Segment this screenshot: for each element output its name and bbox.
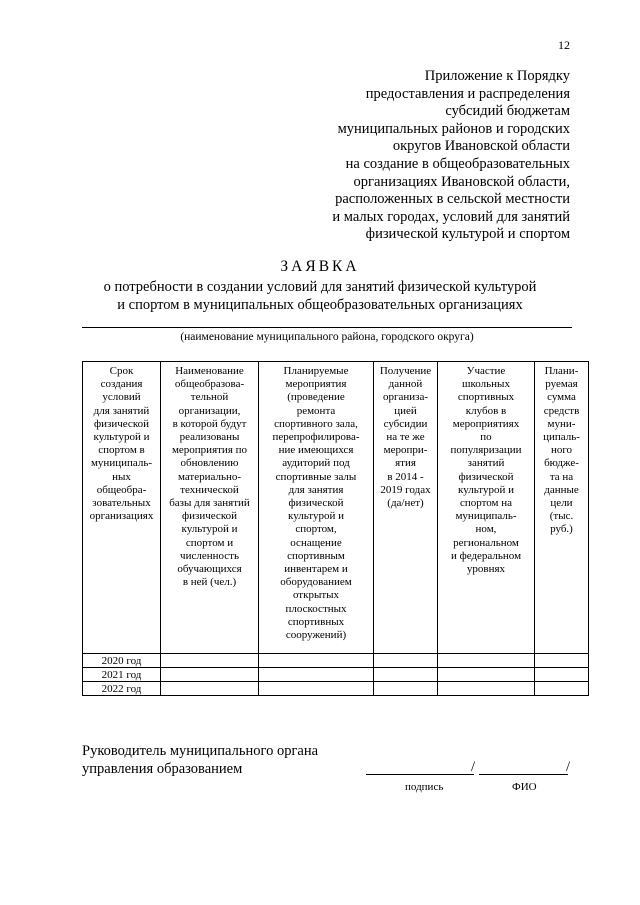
header-line: спортивных	[457, 391, 515, 404]
header-line: технической	[180, 483, 239, 496]
request-table	[82, 361, 589, 696]
header-line: средств	[543, 404, 580, 417]
header-line: Плани-	[544, 365, 579, 377]
header-line: бюдже-	[544, 457, 579, 470]
table-cell	[374, 668, 438, 682]
header-line: организа-	[382, 391, 429, 404]
header-line: организациях	[89, 510, 154, 523]
header-line: базы для занятий	[169, 497, 250, 510]
separator-slash: /	[566, 759, 571, 775]
header-line: региональном	[453, 536, 519, 549]
header-line: ятия	[395, 457, 416, 470]
header-line: обновлению	[180, 457, 239, 470]
header-line: занятий	[467, 457, 505, 470]
header-line: организации,	[178, 404, 241, 417]
header-line: ние имеющихся	[278, 444, 354, 457]
header-line: меропри-	[383, 444, 428, 457]
table-cell	[438, 654, 535, 668]
appendix-line: организациях Ивановской области,	[353, 173, 570, 190]
header-line: спортивные залы	[275, 470, 357, 483]
appendix-line: и малых городах, условий для занятий	[332, 208, 570, 225]
table-cell	[259, 682, 374, 696]
header-line: сумма	[547, 391, 576, 404]
header-line: (тыс.	[549, 510, 574, 523]
header-line: ных	[112, 470, 131, 483]
table-cell	[535, 654, 589, 668]
header-line: на те же	[386, 431, 425, 444]
appendix-line: субсидий бюджетам	[445, 103, 570, 120]
header-line: спортом на	[459, 497, 513, 510]
table-cell	[438, 682, 535, 696]
head-line: Руководитель муниципального органа	[82, 743, 319, 759]
table-cell	[438, 668, 535, 682]
page-number: 12	[558, 38, 570, 52]
header-previous-subsidy	[374, 362, 438, 654]
head-signature-label	[82, 742, 318, 778]
header-line: спортом и	[185, 536, 234, 549]
header-line: Участие	[466, 365, 506, 377]
header-line: ремонта	[296, 404, 336, 417]
table-cell	[259, 668, 374, 682]
header-line: в 2014 -	[387, 470, 424, 483]
table-row	[83, 668, 589, 682]
year-cell: 2022 год	[83, 682, 161, 696]
appendix-line: физической культурой и спортом	[365, 226, 570, 243]
table-cell	[161, 668, 259, 682]
fio-line	[479, 774, 568, 775]
header-deadline	[83, 362, 161, 654]
table-cell	[535, 668, 589, 682]
header-organization	[161, 362, 259, 654]
table-cell	[259, 654, 374, 668]
header-planned-amount	[535, 362, 589, 654]
header-line: (проведение	[287, 391, 345, 404]
header-line: (да/нет)	[387, 497, 424, 510]
header-line: оснащение	[290, 536, 342, 549]
header-line: открытых	[292, 589, 340, 602]
table-cell	[161, 654, 259, 668]
header-line: численность	[180, 549, 239, 562]
header-line: мероприятиях	[452, 417, 520, 430]
header-line: муниципаль-	[90, 457, 153, 470]
header-line: по	[480, 431, 492, 444]
header-line: спортивного зала,	[274, 417, 358, 430]
header-line: популяризации	[450, 444, 522, 457]
header-line: в которой будут	[172, 417, 247, 430]
header-line: Планируемые	[283, 365, 349, 377]
header-line: плоскостных	[285, 602, 347, 615]
header-line: материально-	[177, 470, 242, 483]
year-cell: 2021 год	[83, 668, 161, 682]
document-subtitle	[0, 278, 640, 314]
appendix-line: муниципальных районов и городских	[337, 120, 570, 137]
header-line: руемая	[545, 378, 578, 391]
header-line: данные	[544, 483, 579, 496]
header-line: клубов в	[465, 404, 507, 417]
header-line: ного	[550, 444, 573, 457]
appendix-line: Приложение к Порядку	[424, 68, 570, 84]
header-planned-activities	[259, 362, 374, 654]
header-line: создания	[100, 378, 143, 391]
document-title: ЗАЯВКА	[280, 258, 360, 275]
header-line: цели	[550, 497, 573, 510]
header-line: культурой и	[93, 431, 150, 444]
subtitle-line: и спортом в муниципальных общеобразовательных организациях	[117, 297, 523, 313]
header-line: в ней (чел.)	[182, 576, 237, 589]
header-line: реализованы	[179, 431, 240, 444]
appendix-line: расположенных в сельской местности	[335, 191, 570, 208]
header-line: та на	[549, 470, 574, 483]
table-header-row	[83, 362, 589, 654]
header-line: мероприятия по	[171, 444, 248, 457]
header-line: физической	[288, 497, 344, 510]
header-line: цией	[394, 404, 417, 417]
subtitle-line: о потребности в создании условий для занятий физической культурой	[103, 279, 537, 295]
header-line: для занятий	[93, 404, 150, 417]
appendix-line: округов Ивановской области	[392, 138, 570, 155]
header-line: школьных	[462, 378, 510, 391]
fio-caption: ФИО	[512, 781, 537, 793]
header-line: культурой и	[181, 523, 238, 536]
header-sport-clubs	[438, 362, 535, 654]
header-line: уровнях	[466, 563, 506, 576]
header-line: спортом,	[295, 523, 337, 536]
header-line: инвентарем и	[284, 563, 348, 576]
head-line: управления образованием	[82, 761, 243, 777]
signature-line	[366, 774, 474, 775]
separator-slash: /	[471, 759, 476, 775]
header-line: и федеральном	[450, 549, 522, 562]
header-line: оборудованием	[280, 576, 352, 589]
appendix-note	[210, 68, 570, 244]
header-line: ципаль-	[543, 431, 580, 444]
header-line: условий	[102, 391, 141, 404]
header-line: физической	[182, 510, 237, 523]
header-line: муни-	[547, 417, 576, 430]
header-line: мероприятия	[285, 378, 347, 391]
header-line: Наименование	[175, 365, 244, 377]
header-line: спортом в	[98, 444, 145, 457]
table-cell	[161, 682, 259, 696]
header-line: аудиторий под	[282, 457, 350, 470]
header-line: тельной	[190, 391, 229, 404]
header-line: субсидии	[383, 417, 428, 430]
table-row	[83, 682, 589, 696]
table-cell	[374, 682, 438, 696]
year-cell: 2020 год	[83, 654, 161, 668]
table-cell	[374, 654, 438, 668]
municipality-caption: (наименование муниципального района, городского округа)	[180, 331, 474, 343]
header-line: ном,	[475, 523, 497, 536]
header-line: культурой и	[288, 510, 344, 523]
signature-caption: подпись	[405, 781, 444, 793]
header-line: физической	[458, 470, 514, 483]
header-line: Срок	[109, 365, 134, 377]
header-line: для занятия	[288, 483, 344, 496]
header-line: общеобра-	[96, 483, 147, 496]
header-line: муниципаль-	[455, 510, 517, 523]
header-line: обучающихся	[177, 563, 242, 576]
header-line: зовательных	[92, 497, 151, 510]
appendix-line: на создание в общеобразовательных	[345, 155, 570, 172]
table-cell	[535, 682, 589, 696]
table-row	[83, 654, 589, 668]
header-line: перепрофилирова-	[272, 431, 360, 444]
header-line: общеобразова-	[174, 378, 245, 391]
header-line: 2019 годах	[380, 483, 431, 496]
header-line: данной	[388, 378, 423, 391]
municipality-fill-line	[82, 327, 572, 328]
header-line: спортивным	[287, 549, 345, 562]
header-line: культурой и	[458, 483, 514, 496]
header-line: Получение	[379, 365, 432, 377]
header-line: физической	[94, 417, 149, 430]
appendix-line: предоставления и распределения	[365, 85, 570, 102]
header-line: руб.)	[550, 523, 573, 536]
header-line: спортивных	[287, 615, 345, 628]
header-line: сооружений)	[285, 629, 347, 642]
